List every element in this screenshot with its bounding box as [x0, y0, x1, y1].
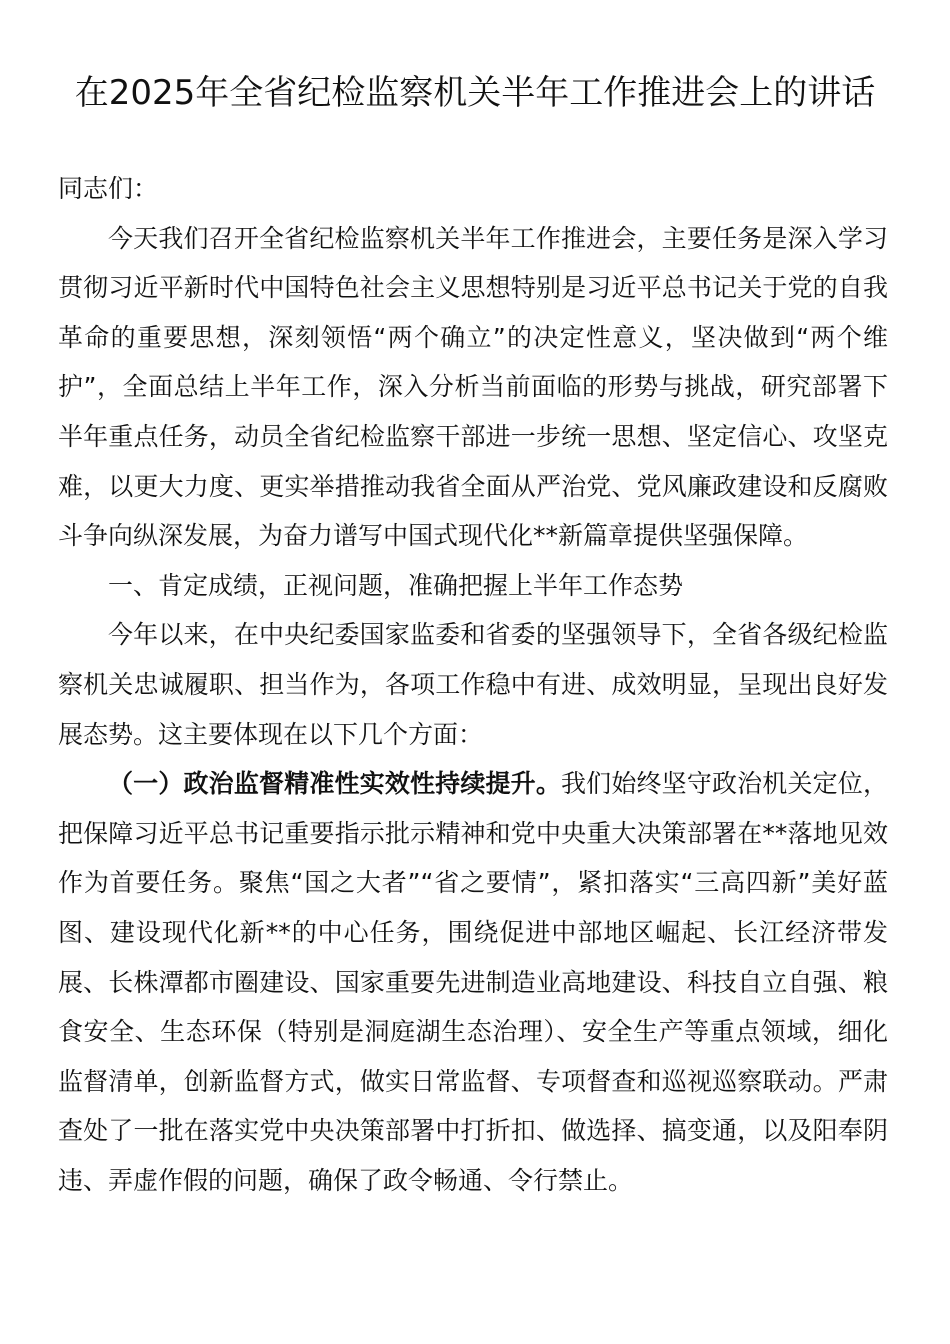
greeting: 同志们： — [58, 174, 159, 203]
document-body — [58, 164, 888, 1205]
subsection-text: 我们始终坚守政治机关定位，把保障习近平总书记重要指示批示精神和党中央重大决策部署在**落地见效作为首要任务。聚焦“国之大者”“省之要情”，紧扣落实“三高四新”美好蓝图、建设现代化新**的中心任务，围绕促进中部地区崛起、长江经济带发展、长株潭都市圈建设、国家重要先进制造业高地建设、科技自立自强、粮食安全、生态环保（特别是洞庭湖生态治理）、安全生产等重点领域，细化监督清单，创新监督方式，做实日常监督、专项督查和巡视巡察联动。严肃查处了一批在落实党中央决策部署中打折扣、做选择、搞变通，以及阳奉阴违、弄虚作假的问题，确保了政令畅通、令行禁止。 — [58, 769, 888, 1195]
achievements-paragraph: 今年以来，在中央纪委国家监委和省委的坚强领导下，全省各级纪检监察机关忠诚履职、担当作为，各项工作稳中有进、成效明显，呈现出良好发展态势。这主要体现在以下几个方面： — [58, 620, 888, 749]
section-heading: 一、肯定成绩，正视问题，准确把握上半年工作态势 — [108, 570, 684, 600]
section1-paragraph — [58, 759, 888, 1205]
subsection-heading: （一）政治监督精准性实效性持续提升。 — [108, 769, 561, 799]
intro-paragraph: 今天我们召开全省纪检监察机关半年工作推进会，主要任务是深入学习贯彻习近平新时代中国特色社会主义思想特别是习近平总书记关于党的自我革命的重要思想，深刻领悟“两个确立”的决定性意义，坚决做到“两个维护”，全面总结上半年工作，深入分析当前面临的形势与挑战，研究部署下半年重点任务，动员全省纪检监察干部进一步统一思想、坚定信心、攻坚克难，以更大力度、更实举措推动我省全面从严治党、党风廉政建设和反腐败斗争向纵深发展，为奋力谱写中国式现代化**新篇章提供坚强保障。 — [58, 223, 888, 551]
page-title: 在2025年全省纪检监察机关半年工作推进会上的讲话 — [74, 73, 876, 113]
